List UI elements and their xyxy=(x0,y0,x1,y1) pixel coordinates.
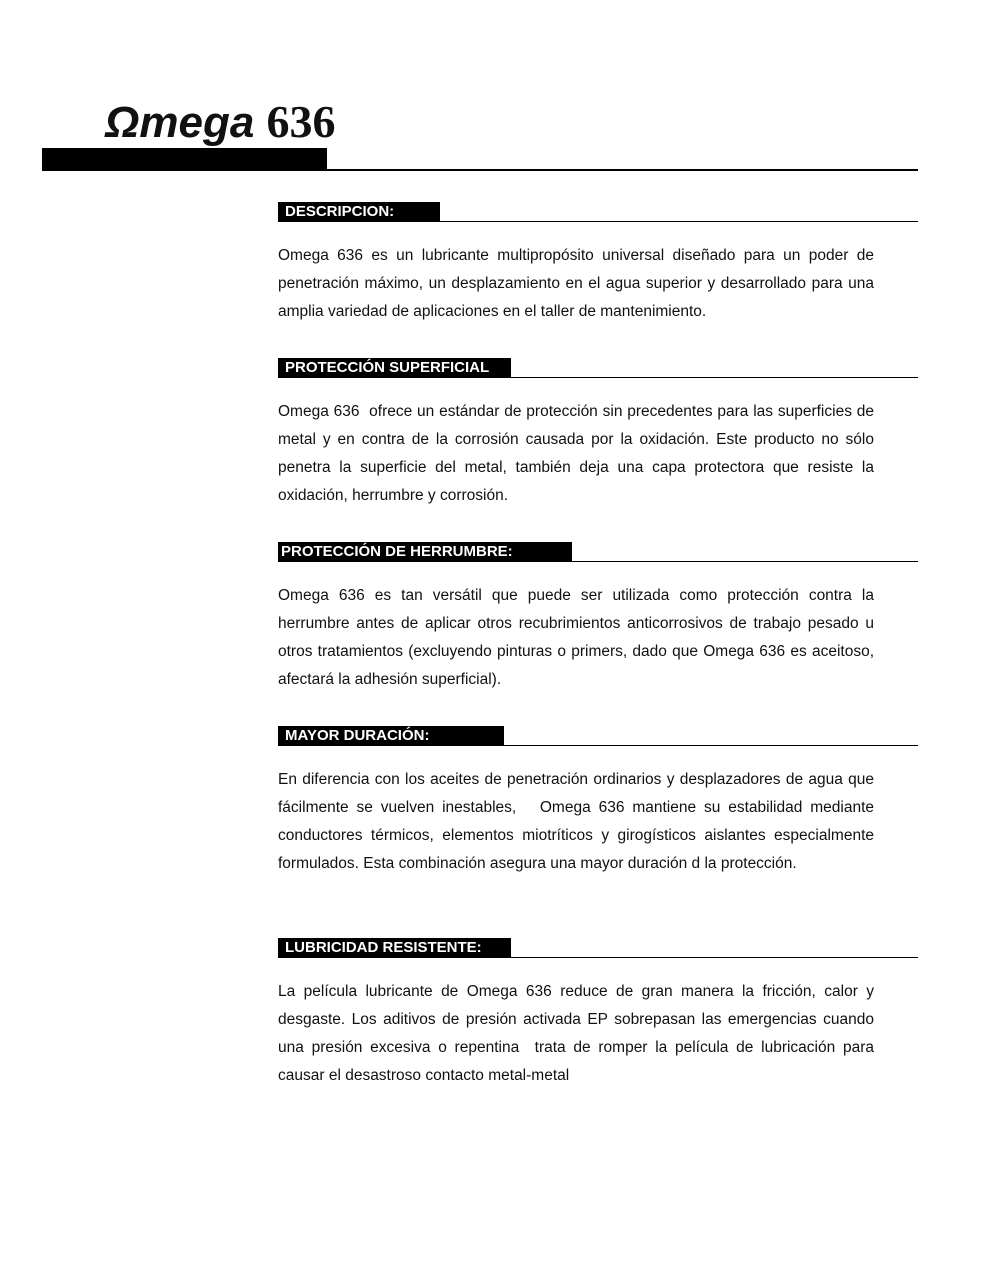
section-body: Omega 636 ofrece un estándar de protección sin precedentes para las superficies de metal y en contra de la corrosión causada por la oxidación. Este producto no sólo penetra la superficie del metal, también deja una capa protectora que resiste la oxidación, herrumbre y corrosión. xyxy=(278,403,879,504)
section-heading: LUBRICIDAD RESISTENTE: xyxy=(278,938,511,957)
section-heading: PROTECCIÓN DE HERRUMBRE: xyxy=(278,542,572,561)
section-heading: MAYOR DURACIÓN: xyxy=(278,726,504,745)
section-body: En diferencia con los aceites de penetración ordinarios y desplazadores de agua que fácilmente se vuelven inestables, Omega 636 mantiene su estabilidad mediante conductores térmicos, elementos miotríticos y girogísticos aislantes especialmente formulados. Esta combinación asegura una mayor duración d la protección. xyxy=(278,771,879,872)
section-rule xyxy=(278,221,918,222)
section-rule xyxy=(278,957,918,958)
title-number: 636 xyxy=(266,96,336,147)
section-heading: DESCRIPCION: xyxy=(278,202,440,221)
section-heading: PROTECCIÓN SUPERFICIAL xyxy=(278,358,511,377)
section-header xyxy=(278,938,918,958)
section-lubricidad-resistente xyxy=(278,938,918,1090)
section-body: Omega 636 es tan versátil que puede ser utilizada como protección contra la herrumbre antes de aplicar otros recubrimientos anticorrosivos de trabajo pesado u otros tratamientos (excluyendo pinturas o primers, dado que Omega 636 es aceitoso, afectará la adhesión superficial). xyxy=(278,587,879,688)
section-proteccion-herrumbre xyxy=(278,542,918,694)
section-proteccion-superficial xyxy=(278,358,918,510)
section-header xyxy=(278,358,918,378)
section-rule xyxy=(278,561,918,562)
section-mayor-duracion xyxy=(278,726,918,878)
section-header xyxy=(278,542,918,562)
section-descripcion xyxy=(278,202,918,326)
section-header xyxy=(278,202,918,222)
section-header xyxy=(278,726,918,746)
section-body: La película lubricante de Omega 636 reduce de gran manera la fricción, calor y desgaste. Los aditivos de presión activada EP sobrepasan las emergencias cuando una presión excesiva o repentina trata de romper la película de lubricación para causar el desastroso contacto metal-metal xyxy=(278,983,879,1084)
title-rule xyxy=(42,169,918,171)
title-bar xyxy=(42,148,327,170)
title-omega: Ωmega xyxy=(105,98,255,147)
section-body: Omega 636 es un lubricante multipropósito universal diseñado para un poder de penetración máximo, un desplazamiento en el agua superior y desarrollado para una amplia variedad de aplicaciones en el taller de mantenimiento. xyxy=(278,247,879,320)
section-rule xyxy=(278,377,918,378)
section-rule xyxy=(278,745,918,746)
page-title xyxy=(105,94,336,151)
